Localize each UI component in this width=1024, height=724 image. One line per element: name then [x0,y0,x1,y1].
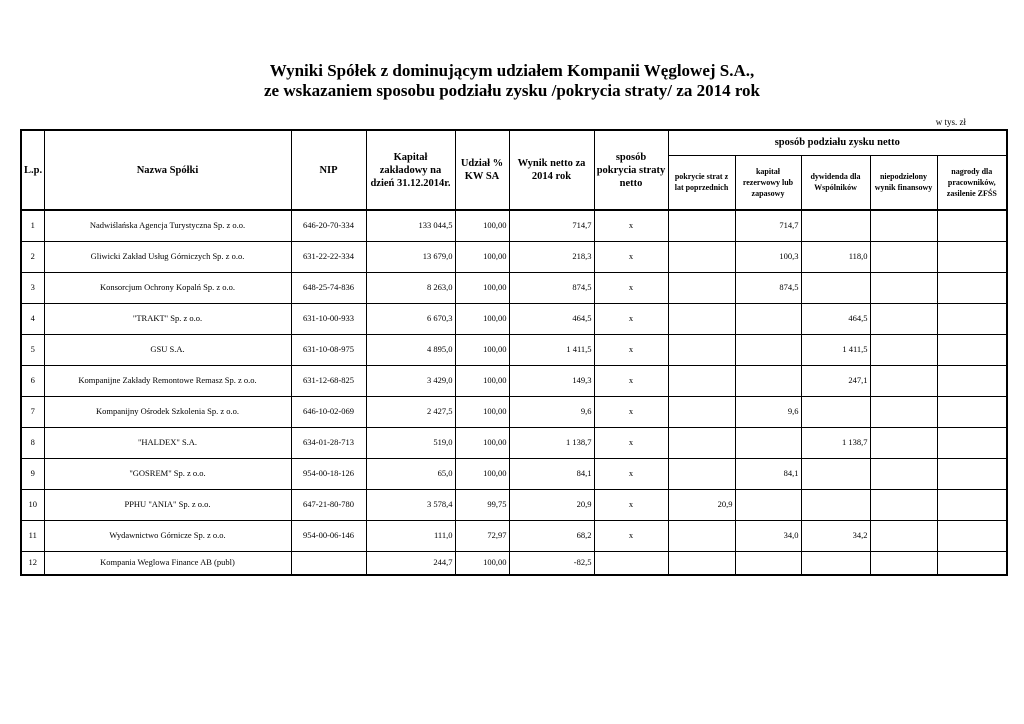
cell-loss-cover: x [594,241,668,272]
cell-result: 218,3 [509,241,594,272]
cell-result: 1 138,7 [509,427,594,458]
cell-capital: 3 429,0 [366,365,455,396]
cell-lp: 10 [21,489,44,520]
cell-capital: 519,0 [366,427,455,458]
cell-result: 149,3 [509,365,594,396]
cell-lp: 1 [21,210,44,241]
cell-undivided [870,551,937,575]
table-row [21,334,1007,365]
cell-loss-cover: x [594,489,668,520]
cell-nip: 634-01-28-713 [291,427,366,458]
table-row [21,210,1007,241]
cell-lp: 2 [21,241,44,272]
results-table [20,129,1008,576]
cell-dividend: 34,2 [801,520,870,551]
cell-awards [937,520,1007,551]
table-row [21,396,1007,427]
cell-dividend: 1 138,7 [801,427,870,458]
cell-result: 20,9 [509,489,594,520]
cell-loss-cover [594,551,668,575]
cell-lp: 9 [21,458,44,489]
cell-dividend: 1 411,5 [801,334,870,365]
cell-reserve: 100,3 [735,241,801,272]
cell-capital: 244,7 [366,551,455,575]
cell-awards [937,551,1007,575]
cell-result: 1 411,5 [509,334,594,365]
cell-nip: 631-12-68-825 [291,365,366,396]
cell-reserve [735,427,801,458]
cell-lp: 6 [21,365,44,396]
cell-reserve: 34,0 [735,520,801,551]
cell-result: 874,5 [509,272,594,303]
cell-result: 68,2 [509,520,594,551]
header-loss-cover: sposób pokrycia straty netto [594,130,668,210]
table-row [21,272,1007,303]
document-title-line-2: ze wskazaniem sposobu podziału zysku /pokrycia straty/ za 2014 rok [263,81,761,100]
cell-share: 100,00 [455,365,509,396]
cell-undivided [870,334,937,365]
cell-lp: 7 [21,396,44,427]
cell-dividend [801,272,870,303]
cell-nip: 631-10-08-975 [291,334,366,365]
cell-lp: 3 [21,272,44,303]
table-row [21,365,1007,396]
cell-company-name: Kompanijny Ośrodek Szkolenia Sp. z o.o. [44,396,291,427]
cell-loss-cover: x [594,365,668,396]
cell-nip [291,551,366,575]
cell-company-name: Kompania Weglowa Finance AB (publ) [44,551,291,575]
table-row [21,303,1007,334]
cell-undivided [870,210,937,241]
cell-result: 464,5 [509,303,594,334]
cell-share: 100,00 [455,458,509,489]
cell-lp: 8 [21,427,44,458]
cell-reserve [735,303,801,334]
cell-company-name: GSU S.A. [44,334,291,365]
cell-loss-cover: x [594,458,668,489]
cell-loss-prev [668,551,735,575]
header-nip: NIP [291,130,366,210]
table-row [21,458,1007,489]
cell-share: 100,00 [455,272,509,303]
cell-capital: 6 670,3 [366,303,455,334]
table-row [21,520,1007,551]
cell-company-name: "GOSREM" Sp. z o.o. [44,458,291,489]
cell-nip: 646-10-02-069 [291,396,366,427]
header-share: Udział % KW SA [455,130,509,210]
cell-loss-cover: x [594,272,668,303]
cell-nip: 648-25-74-836 [291,272,366,303]
cell-company-name: "HALDEX" S.A. [44,427,291,458]
cell-loss-prev [668,241,735,272]
cell-lp: 12 [21,551,44,575]
cell-dividend [801,489,870,520]
cell-undivided [870,272,937,303]
cell-lp: 11 [21,520,44,551]
document-title-line-1: Wyniki Spółek z dominującym udziałem Kompanii Węglowej S.A., [269,61,755,80]
cell-undivided [870,520,937,551]
cell-awards [937,458,1007,489]
cell-capital: 65,0 [366,458,455,489]
cell-share: 72,97 [455,520,509,551]
cell-nip: 646-20-70-334 [291,210,366,241]
cell-loss-cover: x [594,303,668,334]
cell-awards [937,241,1007,272]
cell-reserve: 874,5 [735,272,801,303]
cell-company-name: Nadwiślańska Agencja Turystyczna Sp. z o.o. [44,210,291,241]
header-loss-prev: pokrycie strat z lat poprzednich [668,155,735,210]
cell-result: 714,7 [509,210,594,241]
cell-awards [937,210,1007,241]
cell-undivided [870,241,937,272]
cell-awards [937,303,1007,334]
cell-loss-cover: x [594,334,668,365]
cell-awards [937,489,1007,520]
cell-share: 99,75 [455,489,509,520]
cell-lp: 5 [21,334,44,365]
cell-share: 100,00 [455,334,509,365]
cell-loss-cover: x [594,210,668,241]
cell-dividend: 247,1 [801,365,870,396]
cell-loss-cover: x [594,427,668,458]
cell-reserve [735,551,801,575]
cell-loss-prev [668,427,735,458]
cell-loss-prev [668,458,735,489]
cell-loss-prev [668,365,735,396]
cell-dividend [801,210,870,241]
cell-dividend: 464,5 [801,303,870,334]
cell-lp: 4 [21,303,44,334]
cell-loss-prev: 20,9 [668,489,735,520]
header-awards: nagrody dla pracowników, zasilenie ZFŚS [937,155,1007,210]
cell-loss-prev [668,210,735,241]
header-result: Wynik netto za 2014 rok [509,130,594,210]
cell-company-name: Wydawnictwo Górnicze Sp. z o.o. [44,520,291,551]
header-reserve: kapitał rezerwowy lub zapasowy [735,155,801,210]
cell-dividend [801,458,870,489]
cell-share: 100,00 [455,551,509,575]
cell-loss-cover: x [594,520,668,551]
table-row [21,551,1007,575]
cell-loss-prev [668,334,735,365]
cell-reserve: 9,6 [735,396,801,427]
cell-loss-cover: x [594,396,668,427]
cell-capital: 4 895,0 [366,334,455,365]
cell-result: 9,6 [509,396,594,427]
header-undivided: niepodzielony wynik finansowy [870,155,937,210]
cell-capital: 3 578,4 [366,489,455,520]
cell-company-name: Gliwicki Zakład Usług Górniczych Sp. z o.o. [44,241,291,272]
cell-loss-prev [668,303,735,334]
cell-undivided [870,365,937,396]
cell-capital: 133 044,5 [366,210,455,241]
table-row [21,427,1007,458]
cell-company-name: Konsorcjum Ochrony Kopalń Sp. z o.o. [44,272,291,303]
cell-dividend: 118,0 [801,241,870,272]
cell-reserve [735,489,801,520]
cell-nip: 631-22-22-334 [291,241,366,272]
cell-nip: 631-10-00-933 [291,303,366,334]
unit-note: w tys. zł [935,117,966,127]
cell-dividend [801,551,870,575]
cell-share: 100,00 [455,303,509,334]
cell-undivided [870,427,937,458]
cell-company-name: Kompanijne Zakłady Remontowe Remasz Sp. z o.o. [44,365,291,396]
header-lp: L.p. [21,130,44,210]
cell-undivided [870,489,937,520]
cell-loss-prev [668,272,735,303]
cell-reserve [735,334,801,365]
cell-awards [937,427,1007,458]
cell-awards [937,365,1007,396]
cell-undivided [870,396,937,427]
cell-share: 100,00 [455,427,509,458]
cell-loss-prev [668,520,735,551]
cell-reserve [735,365,801,396]
cell-awards [937,396,1007,427]
cell-reserve: 84,1 [735,458,801,489]
cell-result: -82,5 [509,551,594,575]
cell-nip: 954-00-06-146 [291,520,366,551]
cell-result: 84,1 [509,458,594,489]
cell-capital: 111,0 [366,520,455,551]
header-capital: Kapitał zakładowy na dzień 31.12.2014r. [366,130,455,210]
cell-reserve: 714,7 [735,210,801,241]
cell-nip: 647-21-80-780 [291,489,366,520]
cell-share: 100,00 [455,396,509,427]
cell-capital: 8 263,0 [366,272,455,303]
cell-share: 100,00 [455,210,509,241]
cell-capital: 13 679,0 [366,241,455,272]
cell-awards [937,334,1007,365]
table-row [21,241,1007,272]
cell-undivided [870,458,937,489]
cell-capital: 2 427,5 [366,396,455,427]
header-profit-split: sposób podziału zysku netto [668,130,1007,155]
header-name: Nazwa Spółki [44,130,291,210]
cell-nip: 954-00-18-126 [291,458,366,489]
cell-loss-prev [668,396,735,427]
header-dividend: dywidenda dla Wspólników [801,155,870,210]
cell-company-name: "TRAKT" Sp. z o.o. [44,303,291,334]
table-row [21,489,1007,520]
cell-company-name: PPHU "ANIA" Sp. z o.o. [44,489,291,520]
cell-dividend [801,396,870,427]
cell-share: 100,00 [455,241,509,272]
cell-undivided [870,303,937,334]
cell-awards [937,272,1007,303]
